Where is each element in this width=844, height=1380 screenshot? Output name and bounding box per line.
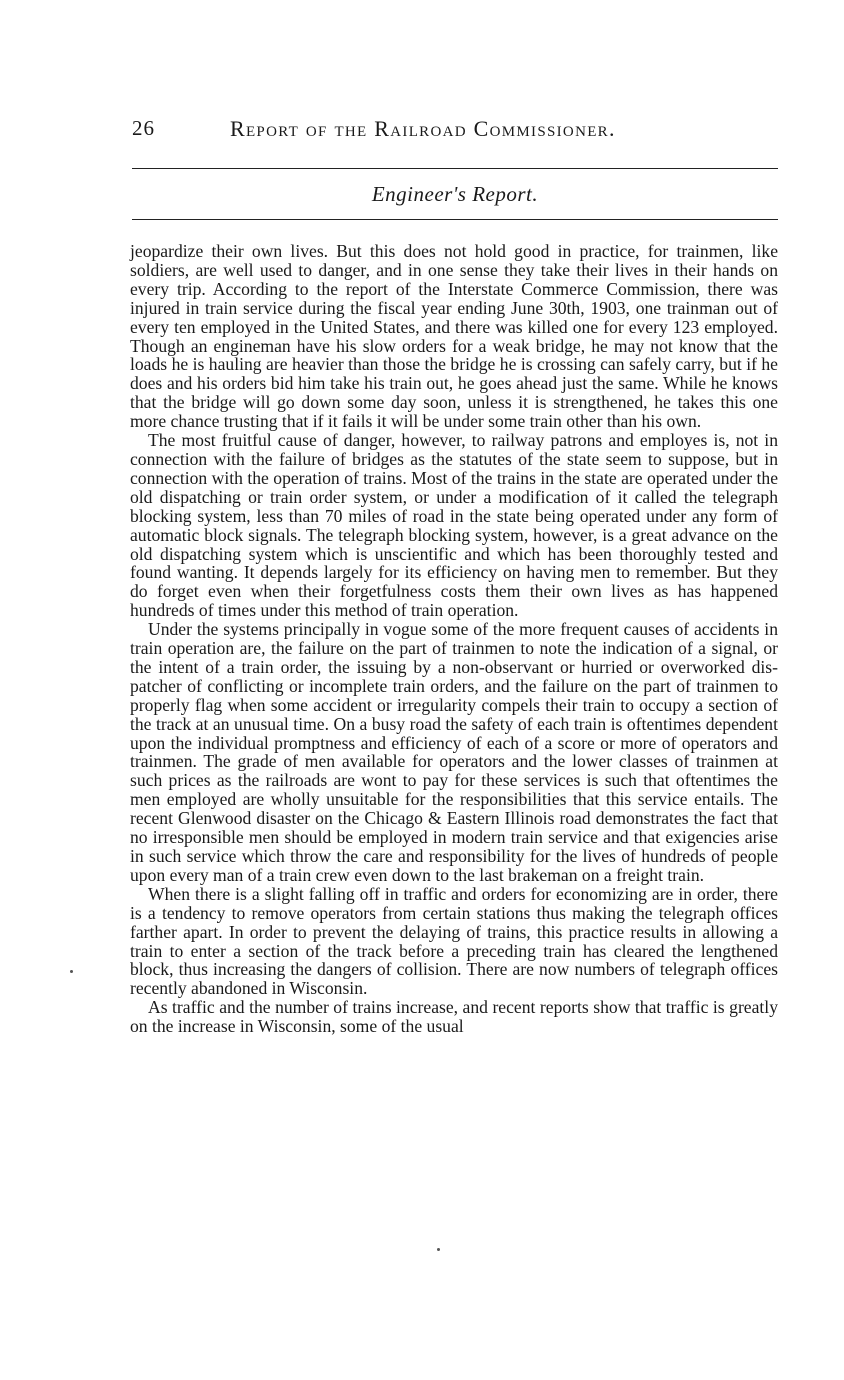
- running-header: [132, 116, 780, 146]
- paragraph-4: When there is a slight falling off in traffic and orders for economizing are in order, there is a tendency to remove operators from certain stations thus making the telegraph offices farther apart. In order to prevent the delaying of trains, this practice results in allowing a train to enter a section of the track before a preceding train has cleared the lengthened block, thus increasing the dangers of collision. There are now numbers of telegraph offices recently abandoned in Wisconsin.: [130, 883, 778, 999]
- running-title: Report of the Railroad Commissioner.: [230, 116, 616, 141]
- scan-speck: [70, 970, 73, 973]
- paragraph-1: jeopardize their own lives. But this does not hold good in practice, for trainmen, like soldiers, are well used to danger, and in one sense they take their lives in their hands on every trip. According to the report of the Interstate Commerce Commission, there was injured in train service during the fiscal year ending June 30th, 1903, one trainman out of every ten employed in the United States, and there was killed one for every 123 employed. Though an engineman have his slow orders for a weak bridge, he may not know that the loads he is hauling are heavier than those the bridge he is crossing can safely carry, but if he does and his orders bid him take his train out, he goes ahead just the same. While he knows that the bridge will go down some day soon, unless it is strengthened, he takes this one more chance trusting that if it fails it will be under some train other than his own.: [130, 241, 778, 432]
- scan-speck: [437, 1248, 440, 1251]
- body-text: [130, 242, 778, 1036]
- paragraph-3: Under the systems principally in vogue some of the more frequent causes of accidents in train operation are, the failure on the part of trainmen to note the indication of a signal, or the intent of a train order, the issuing by a non-observant or hurried or overworked dispatcher of conflicting or incomplete train orders, and the failure on the part of trainmen to properly flag when some accident or irregularity compels their train to occupy a section of the track at an unusual time. On a busy road the safety of each train is oftentimes dependent upon the individual promptness and efficiency of each of a score or more of operators and trainmen. The grade of men available for operators and the lower classes of trainmen at such prices as the railroads are wont to pay for these services is such that oftentimes the men employed are wholly unsuitable for the responsibilities that this service entails. The recent Glenwood disaster on the Chicago & Eastern Illinois road demonstrates the fact that no irresponsible men should be employed in modern train service and that exigencies arise in such service which throw the care and responsibility for the lives of hundreds of people upon every man of a train crew even down to the last brakeman on a freight train.: [130, 619, 778, 885]
- paragraph-2: The most fruitful cause of danger, however, to railway patrons and employes is, not in connection with the failure of bridges as the statutes of the state seem to suppose, but in connection with the operation of trains. Most of the trains in the state are operated under the old dispatching or train order system, or under a modification of it called the telegraph blocking system, less than 70 miles of road in the state being operated under any form of automatic block signals. The telegraph blocking system, however, is a great advance on the old dispatching system which is unscientific and which has been thoroughly tested and found wanting. It depends largely for its efficiency on having men to remember. But they do forget even when their forgetfulness costs them their own lives as has happened hundreds of times under this method of train operation.: [130, 430, 778, 621]
- paragraph-5: As traffic and the number of trains increase, and recent reports show that traffic is greatly on the increase in Wisconsin, some of the usual: [130, 997, 778, 1037]
- section-title: Engineer's Report.: [371, 182, 539, 206]
- header-rule-top: [132, 168, 778, 169]
- header-rule-bottom: [132, 219, 778, 220]
- page-number: 26: [132, 116, 155, 140]
